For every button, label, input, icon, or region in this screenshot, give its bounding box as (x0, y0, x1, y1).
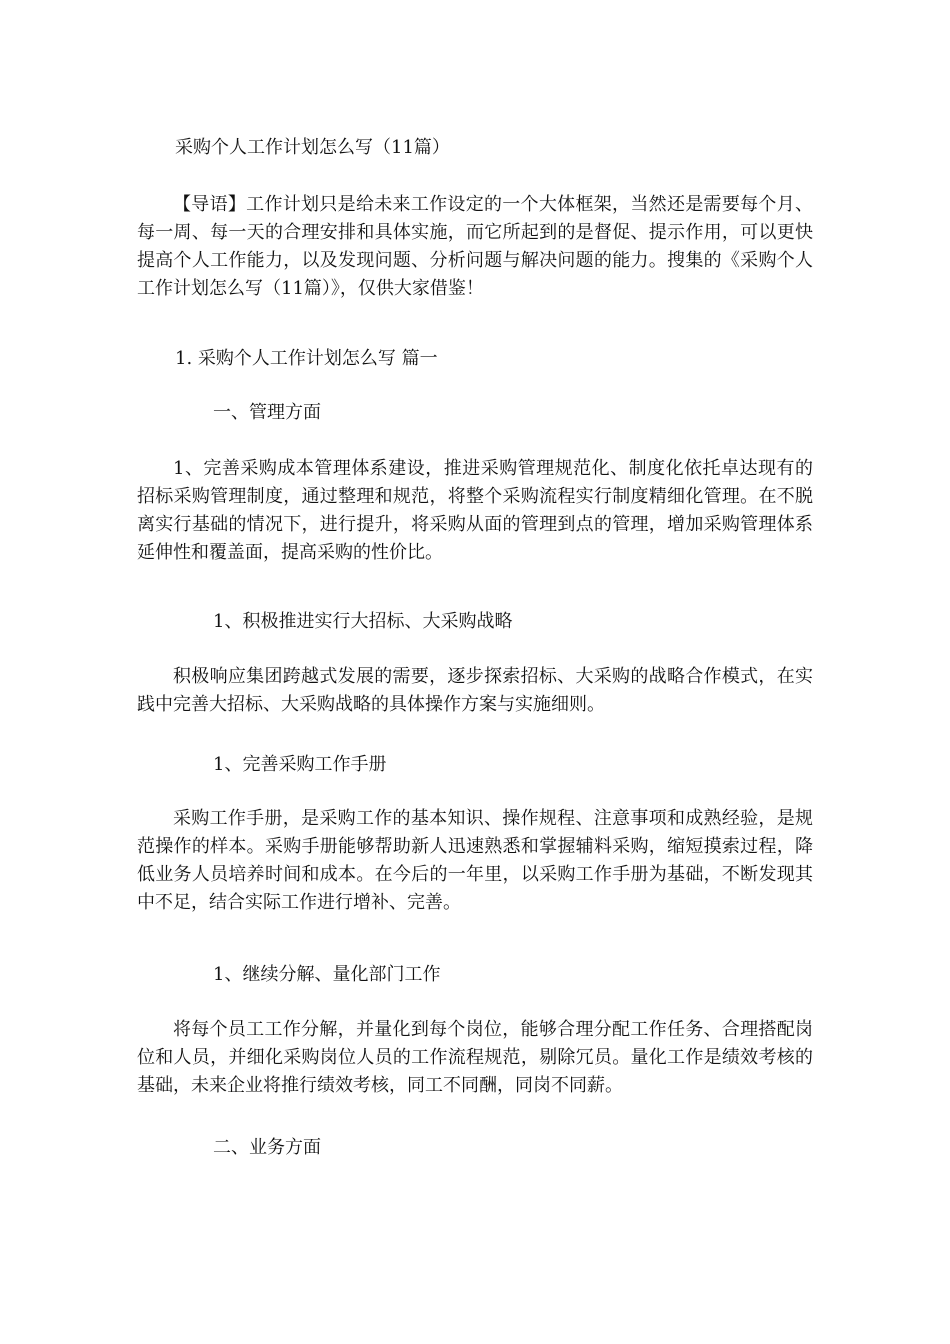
part-heading-management: 一、管理方面 (213, 402, 321, 423)
item-cost-management: 1、完善采购成本管理体系建设，推进采购管理规范化、制度化依托卓达现有的招标采购管理制度，通过整理和规范，将整个采购流程实行制度精细化管理。在不脱离实行基础的情况下，进行提升，将采购从面的管理到点的管理，增加采购管理体系延伸性和覆盖面，提高采购的性价比。 (137, 458, 813, 563)
section-title: 1. 采购个人工作计划怎么写 篇一 (175, 348, 438, 369)
item-body-handbook: 采购工作手册，是采购工作的基本知识、操作规程、注意事项和成熟经验，是规范操作的样本。采购手册能够帮助新人迅速熟悉和掌握辅料采购，缩短摸索过程，降低业务人员培养时间和成本。在今后的一年里，以采购工作手册为基础，不断发现其中不足，结合实际工作进行增补、完善。 (137, 808, 813, 913)
intro-paragraph: 【导语】工作计划只是给未来工作设定的一个大体框架，当然还是需要每个月、每一周、每一天的合理安排和具体实施，而它所起到的是督促、提示作用，可以更快提高个人工作能力，以及发现问题、分析问题与解决问题的能力。搜集的《采购个人工作计划怎么写（11篇）》，仅供大家借鉴！ (137, 194, 813, 299)
item-heading-handbook: 1、完善采购工作手册 (213, 754, 387, 775)
item-heading-quantify: 1、继续分解、量化部门工作 (213, 964, 441, 985)
document-title: 采购个人工作计划怎么写（11篇） (175, 137, 450, 158)
item-body-strategy: 积极响应集团跨越式发展的需要，逐步探索招标、大采购的战略合作模式，在实践中完善大招标、大采购战略的具体操作方案与实施细则。 (137, 666, 813, 715)
item-body-quantify: 将每个员工工作分解，并量化到每个岗位，能够合理分配工作任务、合理搭配岗位和人员，并细化采购岗位人员的工作流程规范，剔除冗员。量化工作是绩效考核的基础，未来企业将推行绩效考核，同工不同酬，同岗不同薪。 (137, 1019, 813, 1096)
item-heading-strategy: 1、积极推进实行大招标、大采购战略 (213, 611, 513, 632)
part-heading-business: 二、业务方面 (213, 1137, 321, 1158)
